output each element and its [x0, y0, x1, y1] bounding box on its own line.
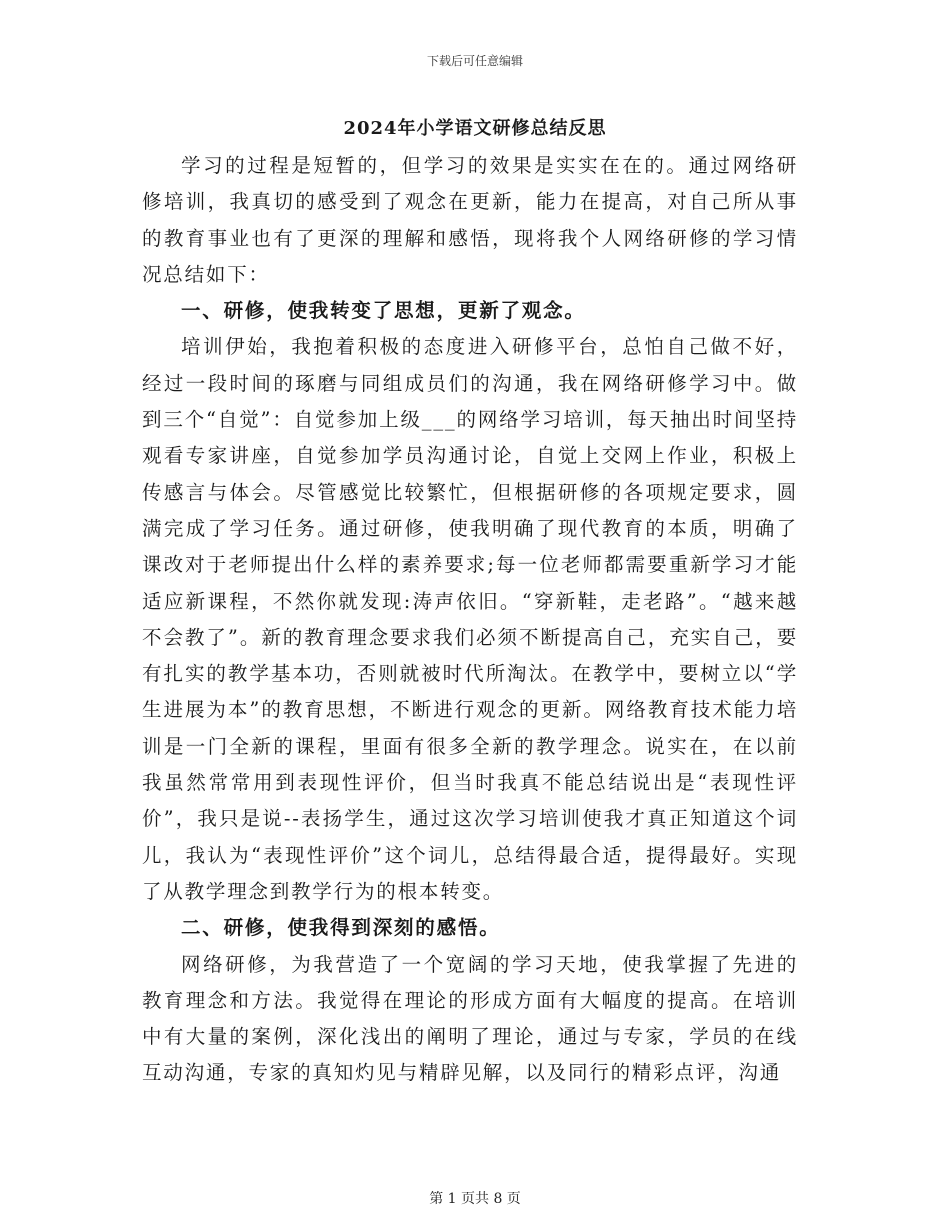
- document-body: [142, 148, 798, 1092]
- paragraph-section-1: 培训伊始，我抱着积极的态度进入研修平台，总怕自己做不好，经过一段时间的琢磨与同组成员们的沟通，我在网络研修学习中。做到三个“自觉”：自觉参加上级___的网络学习培训，每天抽出时间坚持观看专家讲座，自觉参加学员沟通讨论，自觉上交网上作业，积极上传感言与体会。尽管感觉比较繁忙，但根据研修的各项规定要求，圆满完成了学习任务。通过研修，使我明确了现代教育的本质，明确了课改对于老师提出什么样的素养要求;每一位老师都需要重新学习才能适应新课程，不然你就发现:涛声依旧。“穿新鞋，走老路”。“越来越不会教了”。新的教育理念要求我们必须不断提高自己，充实自己，要有扎实的教学基本功，否则就被时代所淘汰。在教学中，要树立以“学生进展为本”的教育思想，不断进行观念的更新。网络教育技术能力培训是一门全新的课程，里面有很多全新的教学理念。说实在，在以前我虽然常常用到表现性评价，但当时我真不能总结说出是“表现性评价”，我只是说--表扬学生，通过这次学习培训使我才真正知道这个词儿，我认为“表现性评价”这个词儿，总结得最合适，提得最好。实现了从教学理念到教学行为的根本转变。: [142, 335, 798, 903]
- section-heading-1: 一、研修，使我转变了思想，更新了观念。: [181, 299, 586, 323]
- paragraph-intro: 学习的过程是短暂的，但学习的效果是实实在在的。通过网络研修培训，我真切的感受到了观念在更新，能力在提高，对自己所从事的教育事业也有了更深的理解和感悟，现将我个人网络研修的学习情况总结如下：: [142, 154, 798, 286]
- paragraph-section-2: 网络研修，为我营造了一个宽阔的学习天地，使我掌握了先进的教育理念和方法。我觉得在理论的形成方面有大幅度的提高。在培训中有大量的案例，深化浅出的阐明了理论，通过与专家，学员的在线互动沟通，专家的真知灼见与精辟见解，以及同行的精彩点评，沟通: [142, 952, 798, 1085]
- download-edit-note: 下载后可任意编辑: [426, 54, 523, 68]
- page-number: 第 1 页共 8 页: [429, 1191, 521, 1207]
- section-heading-2: 二、研修，使我得到深刻的感悟。: [181, 916, 501, 940]
- document-title: 2024年小学语文研修总结反思: [343, 118, 607, 139]
